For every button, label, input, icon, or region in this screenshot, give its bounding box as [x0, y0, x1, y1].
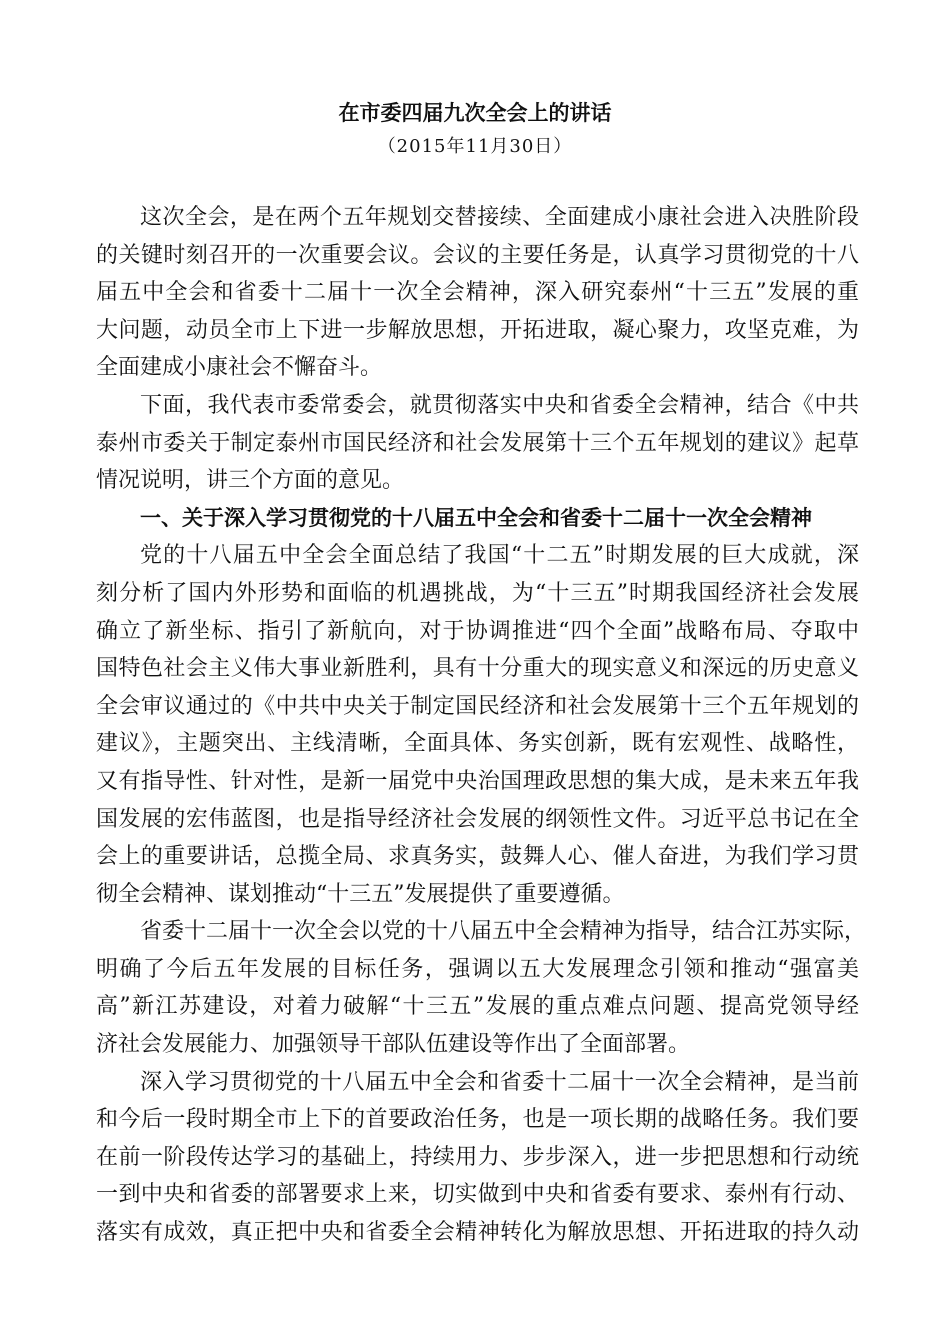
paragraph-line: 一到中央和省委的部署要求上来，切实做到中央和省委有要求、泰州有行动、: [96, 1182, 859, 1208]
paragraph-line: 国发展的宏伟蓝图，也是指导经济社会发展的纲领性文件。习近平总书记在全: [96, 806, 859, 832]
paragraph-line: 落实有成效，真正把中央和省委全会精神转化为解放思想、开拓进取的持久动: [96, 1220, 859, 1246]
paragraph-line: 情况说明，讲三个方面的意见。: [96, 468, 405, 494]
paragraph-line: 彻全会精神、谋划推动“十三五”发展提供了重要遵循。: [96, 881, 625, 907]
section-heading: 一、关于深入学习贯彻党的十八届五中全会和省委十二届十一次全会精神: [140, 505, 812, 530]
paragraph-line: 会上的重要讲话，总揽全局、求真务实，鼓舞人心、催人奋进，为我们学习贯: [96, 844, 859, 870]
paragraph-line: 党的十八届五中全会全面总结了我国“十二五”时期发展的巨大成就，深: [140, 543, 859, 569]
paragraph-line: 和今后一段时期全市上下的首要政治任务，也是一项长期的战略任务。我们要: [96, 1107, 859, 1133]
paragraph-line: 明确了今后五年发展的目标任务，强调以五大发展理念引领和推动“强富美: [96, 956, 859, 982]
paragraph-line: 深入学习贯彻党的十八届五中全会和省委十二届十一次全会精神，是当前: [140, 1069, 859, 1095]
paragraph-line: 又有指导性、针对性，是新一届党中央治国理政思想的集大成，是未来五年我: [96, 768, 859, 794]
paragraph-line: 省委十二届十一次全会以党的十八届五中全会精神为指导，结合江苏实际，: [140, 919, 867, 945]
paragraph-line: 在前一阶段传达学习的基础上，持续用力、步步深入，进一步把思想和行动统: [96, 1144, 859, 1170]
paragraph-line: 确立了新坐标、指引了新航向，对于协调推进“四个全面”战略布局、夺取中: [96, 618, 859, 644]
paragraph-line: 的关键时刻召开的一次重要会议。会议的主要任务是，认真学习贯彻党的十八: [96, 242, 859, 268]
paragraph-line: 全会审议通过的《中共中央关于制定国民经济和社会发展第十三个五年规划的: [96, 693, 859, 719]
paragraph-line: 全面建成小康社会不懈奋斗。: [96, 355, 383, 381]
paragraph-line: 下面，我代表市委常委会，就贯彻落实中央和省委全会精神，结合《中共: [140, 392, 859, 418]
document-date: （2015年11月30日）: [377, 136, 573, 157]
paragraph-line: 高”新江苏建设，对着力破解“十三五”发展的重点难点问题、提高党领导经: [96, 994, 859, 1020]
paragraph-line: 届五中全会和省委十二届十一次全会精神，深入研究泰州“十三五”发展的重: [96, 280, 859, 306]
paragraph-line: 刻分析了国内外形势和面临的机遇挑战，为“十三五”时期我国经济社会发展: [96, 580, 859, 606]
document-body: [96, 199, 867, 1252]
paragraph-line: 建议》，主题突出、主线清晰，全面具体、务实创新，既有宏观性、战略性，: [96, 731, 859, 757]
paragraph-line: 国特色社会主义伟大事业新胜利，具有十分重大的现实意义和深远的历史意义: [96, 656, 859, 682]
document-title: 在市委四届九次全会上的讲话: [338, 101, 612, 125]
paragraph-line: 济社会发展能力、加强领导干部队伍建设等作出了全面部署。: [96, 1032, 691, 1058]
paragraph-line: 泰州市委关于制定泰州市国民经济和社会发展第十三个五年规划的建议》起草: [96, 430, 859, 456]
paragraph-line: 大问题，动员全市上下进一步解放思想，开拓进取，凝心聚力，攻坚克难，为: [96, 317, 859, 343]
paragraph-line: 这次全会，是在两个五年规划交替接续、全面建成小康社会进入决胜阶段: [140, 205, 859, 230]
